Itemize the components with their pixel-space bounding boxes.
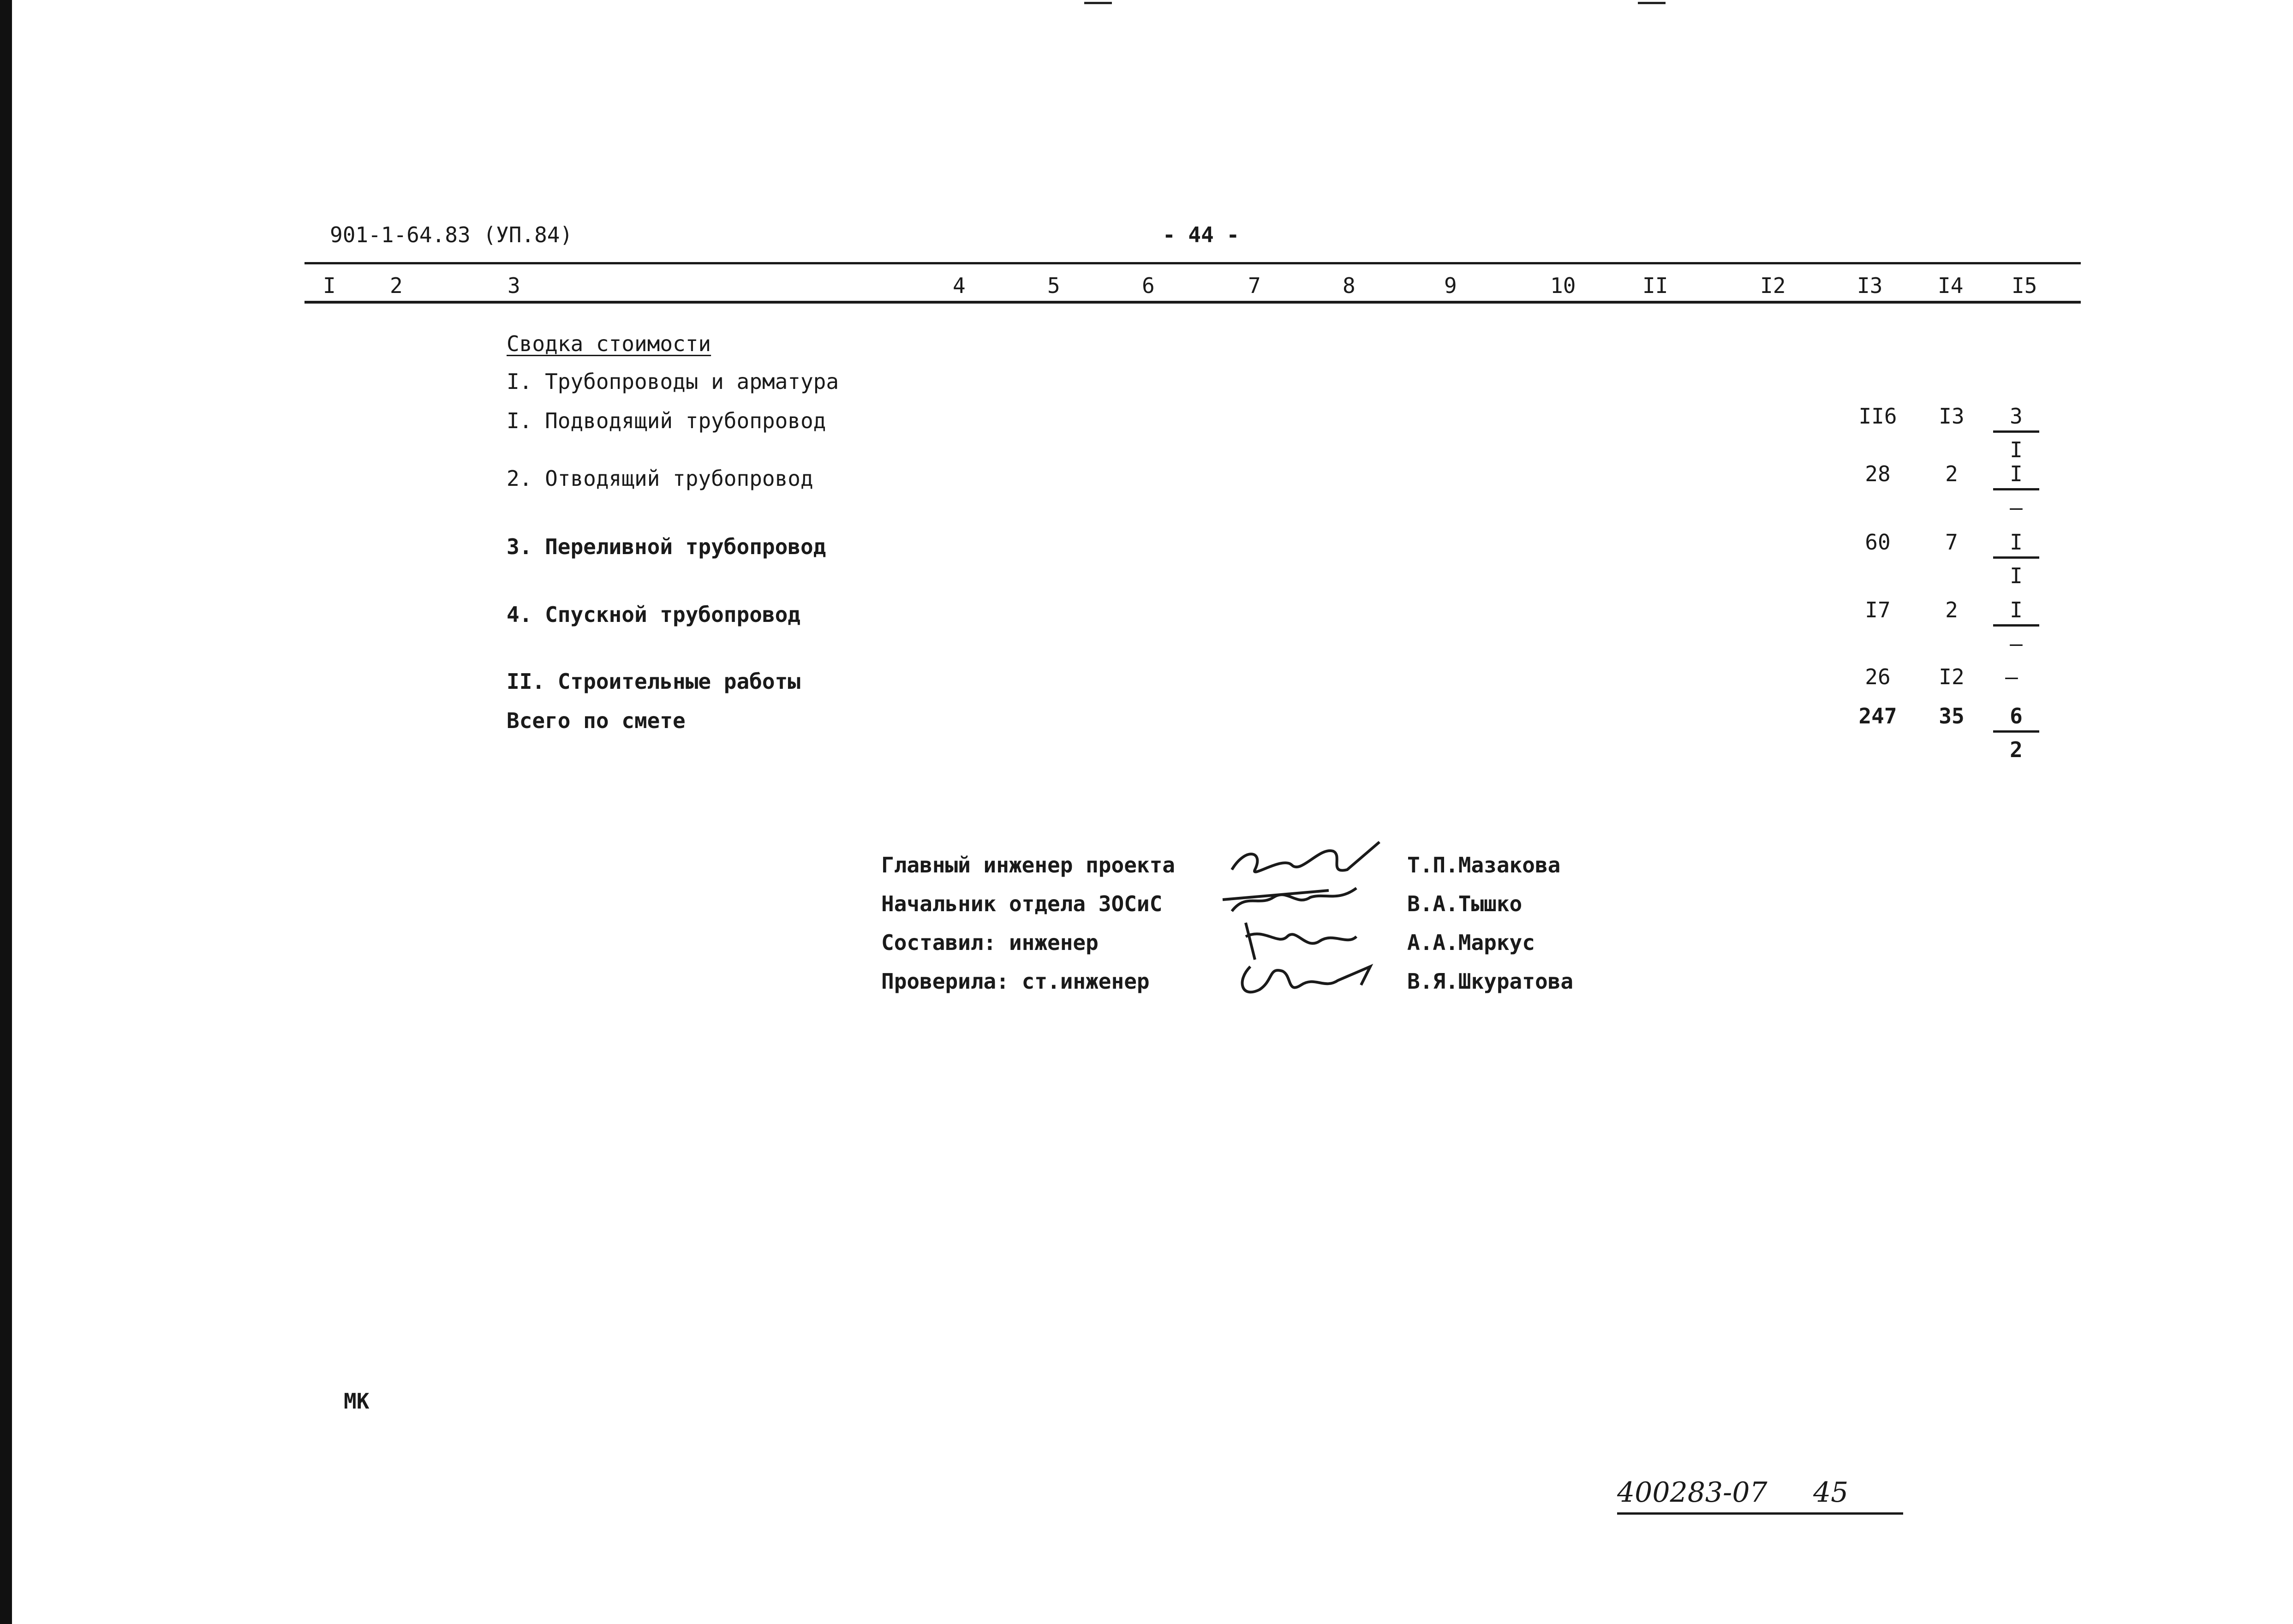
row-label: II. Строительные работы xyxy=(507,669,800,694)
column-header: I3 xyxy=(1857,273,1883,298)
fraction-bottom: 2 xyxy=(2010,737,2023,762)
handwritten-signature xyxy=(1232,953,1384,1003)
fraction-top: 6 xyxy=(1993,704,2039,733)
page-number: - 44 - xyxy=(1163,222,1240,247)
scan-mark xyxy=(1638,2,1666,4)
cell-col13: 28 xyxy=(1865,461,1891,486)
column-header: II xyxy=(1642,273,1668,298)
signer-role: Главный инженер проекта xyxy=(881,853,1175,878)
column-header: 4 xyxy=(953,273,966,298)
cell-col13: I7 xyxy=(1865,597,1891,622)
row-label: 2. Отводящий трубопровод xyxy=(507,466,813,491)
column-header: 3 xyxy=(508,273,520,298)
scan-edge xyxy=(0,0,12,1624)
cell-col15 xyxy=(1993,597,2039,656)
column-header: I xyxy=(323,273,336,298)
cell-col14: I3 xyxy=(1939,404,1965,429)
column-header: I4 xyxy=(1938,273,1964,298)
cell-col15 xyxy=(1993,530,2039,588)
section-heading: I. Трубопроводы и арматура xyxy=(507,369,839,394)
signer-role: Проверила: ст.инженер xyxy=(881,969,1150,994)
table-top-rule xyxy=(305,262,2081,264)
column-header: I2 xyxy=(1760,273,1786,298)
fraction-top: I xyxy=(1993,530,2039,559)
total-col13: 247 xyxy=(1858,704,1897,728)
signer-role: Составил: инженер xyxy=(881,930,1099,955)
column-header: 8 xyxy=(1343,273,1355,298)
signer-name: А.А.Маркус xyxy=(1407,930,1535,955)
cell-col14: I2 xyxy=(1939,664,1965,689)
document-code: 901-1-64.83 (УП.84) xyxy=(330,222,573,247)
fraction-bottom: I xyxy=(2010,437,2023,462)
cell-col13: II6 xyxy=(1858,404,1897,429)
row-label: 4. Спускной трубопровод xyxy=(507,602,800,627)
column-header: 2 xyxy=(390,273,403,298)
column-header: 9 xyxy=(1444,273,1457,298)
column-header: 7 xyxy=(1248,273,1261,298)
signer-role: Начальник отдела ЗОСиС xyxy=(881,891,1163,916)
signer-name: Т.П.Мазакова xyxy=(1407,853,1561,878)
archive-underline xyxy=(1617,1512,1903,1515)
total-label: Всего по смете xyxy=(507,708,686,733)
total-col14: 35 xyxy=(1939,704,1965,728)
cell-col15 xyxy=(1993,404,2039,462)
fraction-bottom: – xyxy=(2010,631,2023,656)
sheet-number: 45 xyxy=(1813,1476,1849,1509)
cell-col14: 2 xyxy=(1945,461,1958,486)
table-header-rule xyxy=(305,301,2081,304)
column-header: I5 xyxy=(2012,273,2037,298)
column-header: 10 xyxy=(1550,273,1576,298)
summary-title: Сводка стоимости xyxy=(507,331,711,356)
cell-col13: 60 xyxy=(1865,530,1891,555)
fraction-top: I xyxy=(1993,597,2039,627)
cell-col15: – xyxy=(2005,664,2018,689)
row-label: I. Подводящий трубопровод xyxy=(507,408,826,433)
column-header: 6 xyxy=(1142,273,1155,298)
fraction-bottom: – xyxy=(2010,495,2023,520)
cell-col14: 7 xyxy=(1945,530,1958,555)
cell-col13: 26 xyxy=(1865,664,1891,689)
cell-col14: 2 xyxy=(1945,597,1958,622)
fraction-bottom: I xyxy=(2010,563,2023,588)
total-col15 xyxy=(1993,704,2039,762)
archive-number: 400283-07 xyxy=(1617,1476,1768,1509)
signer-name: В.А.Тышко xyxy=(1407,891,1523,916)
fraction-top: 3 xyxy=(1993,404,2039,433)
scan-mark xyxy=(1084,2,1112,4)
row-label: 3. Переливной трубопровод xyxy=(507,534,826,559)
fraction-top: I xyxy=(1993,461,2039,490)
initials-mark: МК xyxy=(344,1389,370,1414)
cell-col15 xyxy=(1993,461,2039,520)
signer-name: В.Я.Шкуратова xyxy=(1407,969,1574,994)
column-header: 5 xyxy=(1047,273,1060,298)
